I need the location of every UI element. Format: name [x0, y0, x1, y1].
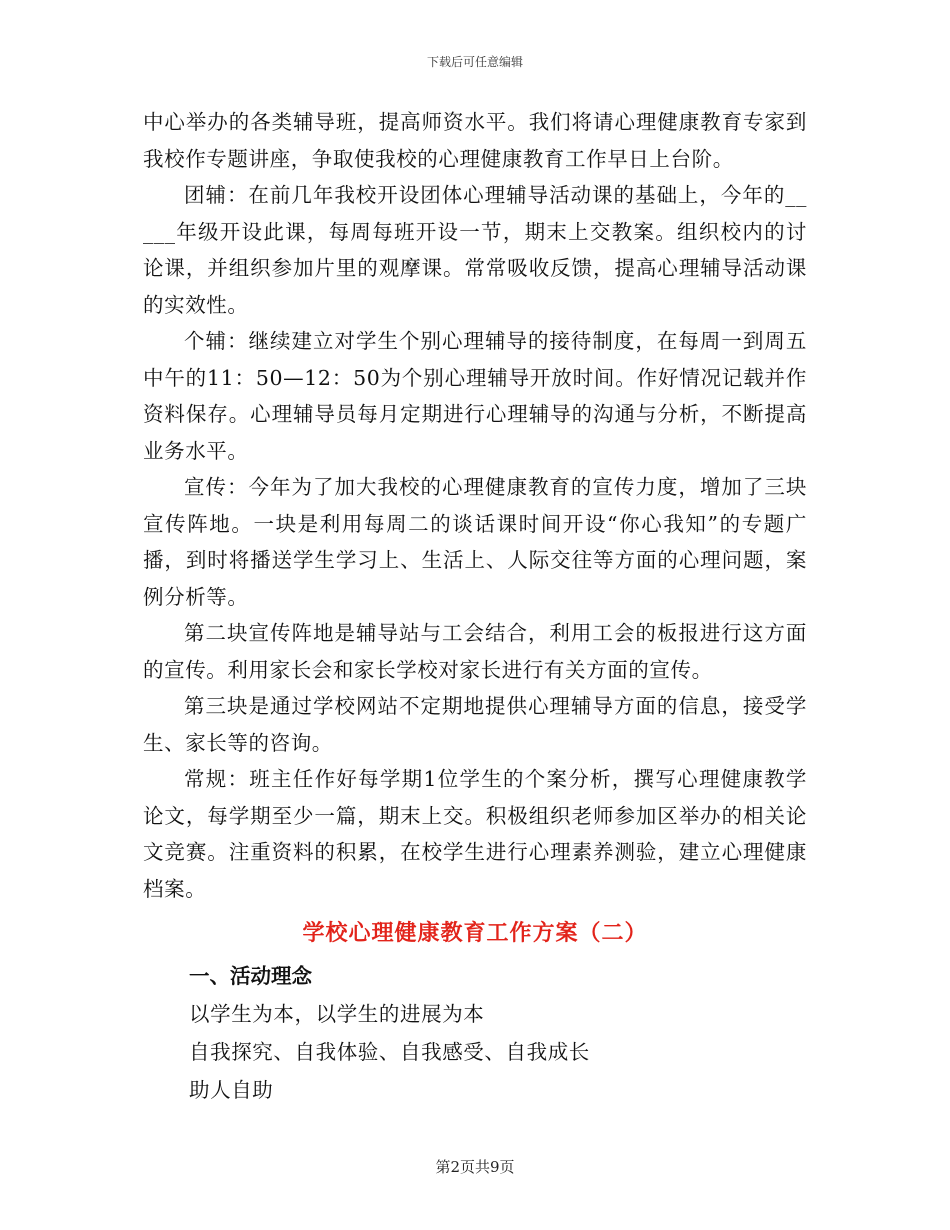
paragraph-individual-counseling: 个辅：继续建立对学生个别心理辅导的接待制度，在每周一到周五中午的11：50—12：50为个别心理辅导开放时间。作好情况记载并作资料保存。心理辅导员每月定期进行心理辅导的沟通与分析，不断提高业务水平。 — [143, 329, 807, 463]
paragraph-second-publicity: 第二块宣传阵地是辅导站与工会结合，利用工会的板报进行这方面的宣传。利用家长会和家长学校对家长进行有关方面的宣传。 — [143, 621, 807, 682]
concept-line: 助人自助 — [189, 1078, 274, 1102]
document-body — [143, 104, 807, 1109]
paragraph-third-publicity: 第三块是通过学校网站不定期地提供心理辅导方面的信息，接受学生、家长等的咨询。 — [143, 694, 807, 755]
paragraph-group-counseling: 团辅：在前几年我校开设团体心理辅导活动课的基础上，今年的_____年级开设此课，每周每班开设一节，期末上交教案。组织校内的讨论课，并组织参加片里的观摩课。常常吸收反馈，提高心理辅导活动课的实效性。 — [143, 183, 807, 317]
header-note: 下载后可任意编辑 — [426, 55, 523, 69]
section-heading: 一、活动理念 — [189, 964, 312, 988]
concept-line: 以学生为本，以学生的进展为本 — [189, 1002, 485, 1026]
paragraph-routine: 常规：班主任作好每学期1位学生的个案分析，撰写心理健康教学论文，每学期至少一篇，期末上交。积极组织老师参加区举办的相关论文竞赛。注重资料的积累，在校学生进行心理素养测验，建立心理健康档案。 — [143, 767, 807, 901]
paragraph-publicity: 宣传：今年为了加大我校的心理健康教育的宣传力度，增加了三块宣传阵地。一块是利用每周二的谈话课时间开设“你心我知”的专题广播，到时将播送学生学习上、生活上、人际交往等方面的心理问题，案例分析等。 — [143, 475, 807, 609]
document-title: 学校心理健康教育工作方案（二） — [302, 920, 648, 946]
paragraph-continuation: 中心举办的各类辅导班，提高师资水平。我们将请心理健康教育专家到我校作专题讲座，争取使我校的心理健康教育工作早日上台阶。 — [143, 110, 807, 171]
page-number: 第2页共9页 — [435, 1158, 515, 1176]
concept-line: 自我探究、自我体验、自我感受、自我成长 — [189, 1040, 590, 1064]
